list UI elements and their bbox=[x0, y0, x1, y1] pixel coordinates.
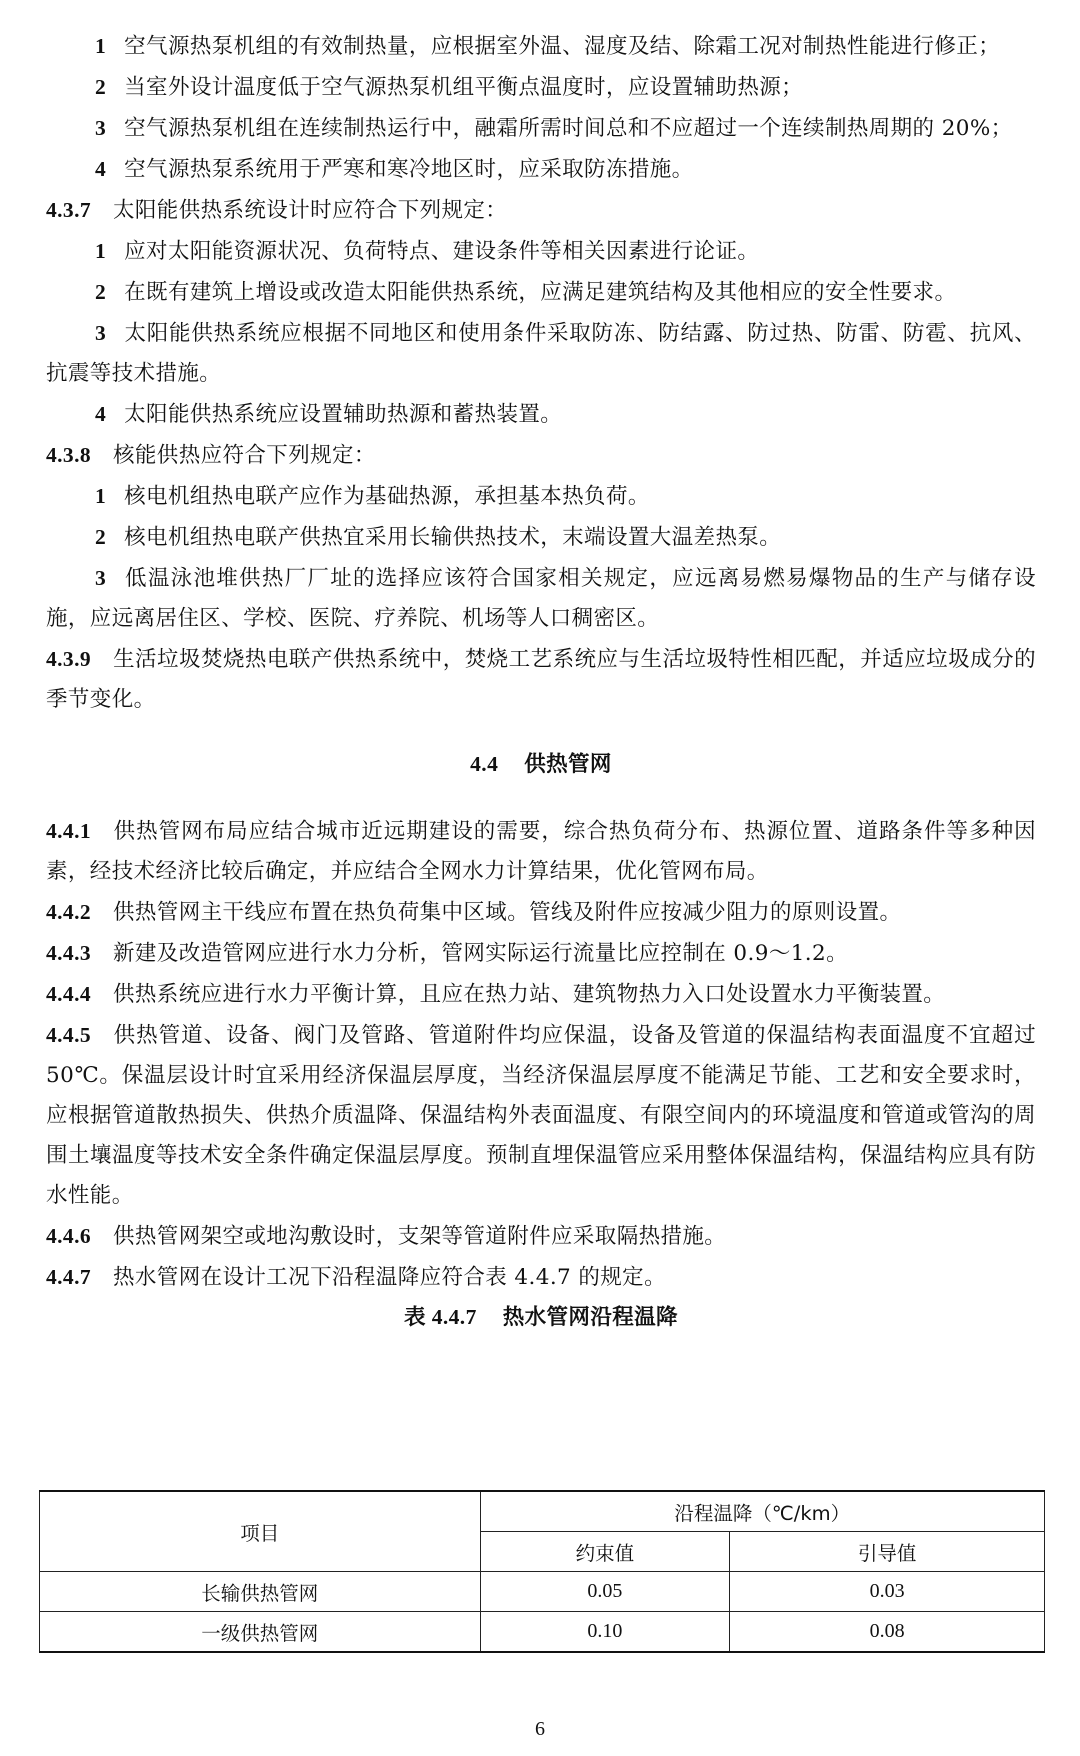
paragraph-text: 热水管网在设计工况下沿程温降应符合表 4.4.7 的规定。 bbox=[113, 1265, 666, 1290]
list-item bbox=[46, 67, 1036, 108]
clause-number: 4.4.7 bbox=[46, 1265, 91, 1289]
header-constraint: 约束值 bbox=[480, 1532, 730, 1572]
paragraph-text: 供热管网主干线应布置在热负荷集中区域。管线及附件应按减少阻力的原则设置。 bbox=[113, 900, 902, 925]
list-item bbox=[46, 108, 1036, 149]
clause-number: 4.4.4 bbox=[46, 982, 91, 1006]
clause-number: 4.4.5 bbox=[46, 1023, 91, 1047]
paragraph-text: 核电机组热电联产供热宜采用长输供热技术，末端设置大温差热泵。 bbox=[124, 525, 782, 550]
document-page bbox=[46, 26, 1036, 1337]
section-title: 供热管网 bbox=[524, 752, 612, 777]
paragraph-text: 供热管网架空或地沟敷设时，支架等管道附件应采取隔热措施。 bbox=[113, 1224, 727, 1249]
item-number: 3 bbox=[95, 566, 107, 590]
item-number: 4 bbox=[95, 157, 107, 181]
clause-number: 4.4.6 bbox=[46, 1224, 91, 1248]
paragraph-text: 当室外设计温度低于空气源热泵机组平衡点温度时，应设置辅助热源； bbox=[124, 75, 804, 100]
clause-paragraph bbox=[46, 1257, 1036, 1298]
clause-paragraph bbox=[46, 933, 1036, 974]
clause-paragraph bbox=[46, 892, 1036, 933]
paragraph-text: 太阳能供热系统设计时应符合下列规定： bbox=[113, 198, 508, 223]
item-number: 1 bbox=[95, 239, 107, 263]
clause-paragraph bbox=[46, 435, 1036, 476]
list-item bbox=[46, 394, 1036, 435]
item-number: 1 bbox=[95, 484, 107, 508]
clause-number: 4.4.3 bbox=[46, 941, 91, 965]
paragraph-text: 应对太阳能资源状况、负荷特点、建设条件等相关因素进行论证。 bbox=[124, 239, 760, 264]
clause-paragraph bbox=[46, 974, 1036, 1015]
clause-paragraph bbox=[46, 190, 1036, 231]
item-number: 4 bbox=[95, 402, 107, 426]
table-row bbox=[40, 1572, 1045, 1612]
clause-number: 4.3.9 bbox=[46, 647, 91, 671]
list-item bbox=[46, 313, 1036, 394]
paragraph-text: 在既有建筑上增设或改造太阳能供热系统，应满足建筑结构及其他相应的安全性要求。 bbox=[124, 280, 957, 305]
clause-number: 4.3.8 bbox=[46, 443, 91, 467]
item-number: 2 bbox=[95, 75, 107, 99]
row-constraint: 0.10 bbox=[480, 1612, 730, 1653]
table-caption bbox=[46, 1298, 1036, 1337]
paragraph-text: 空气源热泵系统用于严寒和寒冷地区时，应采取防冻措施。 bbox=[124, 157, 694, 182]
table-caption-title: 热水管网沿程温降 bbox=[502, 1305, 678, 1330]
paragraph-text: 核电机组热电联产应作为基础热源，承担基本热负荷。 bbox=[124, 484, 650, 509]
section-heading bbox=[46, 744, 1036, 785]
paragraphs-top bbox=[46, 26, 1036, 720]
paragraph-text: 供热管道、设备、阀门及管路、管道附件均应保温，设备及管道的保温结构表面温度不宜超过50℃。保温层设计时宜采用经济保温层厚度，当经济保温层厚度不能满足节能、工艺和安全要求时，应根据管道散热损失、供热介质温降、保温结构外表面温度、有限空间内的环境温度和管道或管沟的周围土壤温度等技术安全条件确定保温层厚度。预制直埋保温管应采用整体保温结构，保温结构应具有防水性能。 bbox=[46, 1023, 1036, 1208]
paragraph-text: 新建及改造管网应进行水力分析，管网实际运行流量比应控制在 0.9～1.2。 bbox=[113, 941, 849, 966]
list-item bbox=[46, 231, 1036, 272]
paragraphs-bottom bbox=[46, 811, 1036, 1298]
item-number: 1 bbox=[95, 34, 107, 58]
paragraph-text: 核能供热应符合下列规定： bbox=[113, 443, 376, 468]
page-number: 6 bbox=[535, 1718, 545, 1740]
clause-number: 4.3.7 bbox=[46, 198, 91, 222]
row-guide: 0.03 bbox=[730, 1572, 1045, 1612]
clause-paragraph bbox=[46, 811, 1036, 892]
list-item bbox=[46, 517, 1036, 558]
row-constraint: 0.05 bbox=[480, 1572, 730, 1612]
clause-paragraph bbox=[46, 1015, 1036, 1216]
header-group: 沿程温降（℃/km） bbox=[480, 1491, 1044, 1532]
row-guide: 0.08 bbox=[730, 1612, 1045, 1653]
temperature-drop-table bbox=[39, 1490, 1045, 1653]
clause-paragraph bbox=[46, 1216, 1036, 1257]
table-row bbox=[40, 1612, 1045, 1653]
table-caption-number: 表 4.4.7 bbox=[404, 1305, 477, 1329]
row-name: 一级供热管网 bbox=[40, 1612, 481, 1653]
paragraph-text: 空气源热泵机组的有效制热量，应根据室外温、湿度及结、除霜工况对制热性能进行修正； bbox=[124, 34, 1001, 59]
item-number: 3 bbox=[95, 116, 107, 140]
paragraph-text: 低温泳池堆供热厂厂址的选择应该符合国家相关规定，应远离易燃易爆物品的生产与储存设施，应远离居住区、学校、医院、疗养院、机场等人口稠密区。 bbox=[46, 566, 1036, 631]
paragraph-text: 供热系统应进行水力平衡计算，且应在热力站、建筑物热力入口处设置水力平衡装置。 bbox=[113, 982, 946, 1007]
item-number: 3 bbox=[95, 321, 107, 345]
list-item bbox=[46, 26, 1036, 67]
clause-number: 4.4.2 bbox=[46, 900, 91, 924]
clause-paragraph bbox=[46, 639, 1036, 720]
clause-number: 4.4.1 bbox=[46, 819, 91, 843]
row-name: 长输供热管网 bbox=[40, 1572, 481, 1612]
header-guide: 引导值 bbox=[730, 1532, 1045, 1572]
item-number: 2 bbox=[95, 280, 107, 304]
paragraph-text: 太阳能供热系统应根据不同地区和使用条件采取防冻、防结露、防过热、防雷、防雹、抗风、抗震等技术措施。 bbox=[46, 321, 1036, 386]
paragraph-text: 空气源热泵机组在连续制热运行中，融霜所需时间总和不应超过一个连续制热周期的 20%； bbox=[124, 116, 1013, 141]
list-item bbox=[46, 558, 1036, 639]
item-number: 2 bbox=[95, 525, 107, 549]
section-number: 4.4 bbox=[470, 752, 499, 776]
paragraph-text: 供热管网布局应结合城市近远期建设的需要，综合热负荷分布、热源位置、道路条件等多种因素，经技术经济比较后确定，并应结合全网水力计算结果，优化管网布局。 bbox=[46, 819, 1036, 884]
list-item bbox=[46, 272, 1036, 313]
list-item bbox=[46, 149, 1036, 190]
paragraph-text: 生活垃圾焚烧热电联产供热系统中，焚烧工艺系统应与生活垃圾特性相匹配，并适应垃圾成分的季节变化。 bbox=[46, 647, 1036, 712]
paragraph-text: 太阳能供热系统应设置辅助热源和蓄热装置。 bbox=[124, 402, 563, 427]
list-item bbox=[46, 476, 1036, 517]
header-item: 项目 bbox=[40, 1491, 481, 1572]
